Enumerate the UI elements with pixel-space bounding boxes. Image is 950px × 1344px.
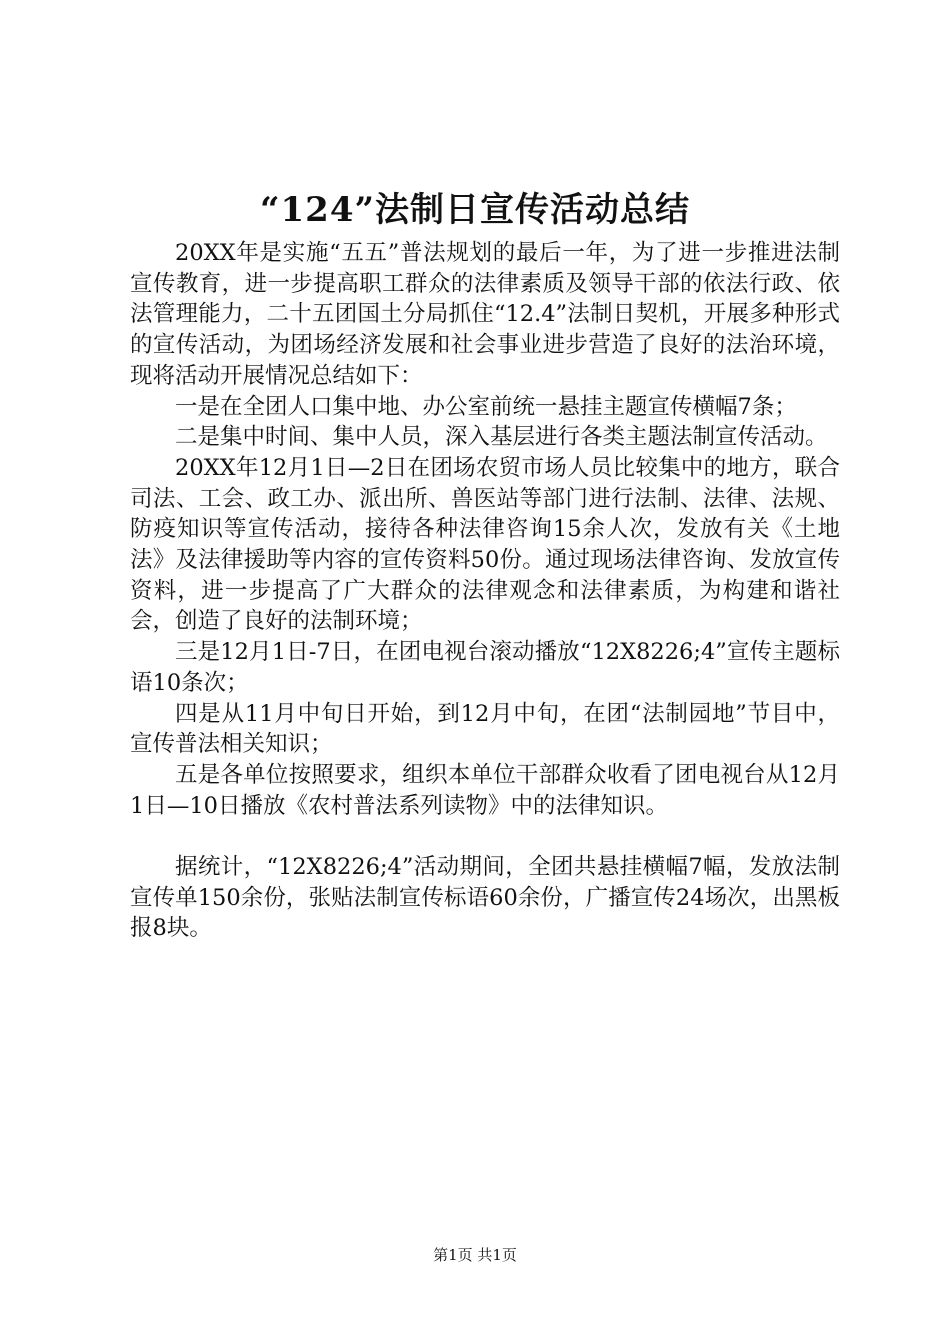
document-body — [130, 238, 840, 944]
paragraph-item-3: 三是12月1日-7日，在团电视台滚动播放“12X8226;4”宣传主题标语10条次； — [130, 639, 840, 696]
paragraph-statistics: 据统计，“12X8226;4”活动期间，全团共悬挂横幅7幅，发放法制宣传单150余份，张贴法制宣传标语60余份，广播宣传24场次，出黑板报8块。 — [130, 854, 840, 942]
paragraph-item-5: 五是各单位按照要求，组织本单位干部群众收看了团电视台从12月1日—10日播放《农村普法系列读物》中的法律知识。 — [130, 761, 840, 819]
paragraph-intro: 20XX年是实施“五五”普法规划的最后一年，为了进一步推进法制宣传教育，进一步提高职工群众的法律素质及领导干部的依法行政、依法管理能力，二十五团国土分局抓住“12.4”法制日契机，开展多种形式的宣传活动，为团场经济发展和社会事业进步营造了良好的法治环境，现将活动开展情况总结如下： — [130, 240, 840, 389]
document-title: “124”法制日宣传活动总结 — [259, 190, 691, 230]
paragraph-item-4: 四是从11月中旬日开始，到12月中旬，在团“法制园地”节目中，宣传普法相关知识； — [130, 700, 840, 758]
page-number-footer: 第1页 共1页 — [433, 1246, 517, 1264]
paragraph-item-2-detail: 20XX年12月1日—2日在团场农贸市场人员比较集中的地方，联合司法、工会、政工办、派出所、兽医站等部门进行法制、法律、法规、防疫知识等宣传活动，接待各种法律咨询15余人次，发放有关《土地法》及法律援助等内容的宣传资料50份。通过现场法律咨询、发放宣传资料，进一步提高了广大群众的法律观念和法律素质，为构建和谐社会，创造了良好的法制环境； — [130, 454, 840, 635]
paragraph-item-1: 一是在全团人口集中地、办公室前统一悬挂主题宣传横幅7条； — [175, 393, 797, 420]
paragraph-item-2: 二是集中时间、集中人员，深入基层进行各类主题法制宣传活动。 — [175, 424, 828, 451]
